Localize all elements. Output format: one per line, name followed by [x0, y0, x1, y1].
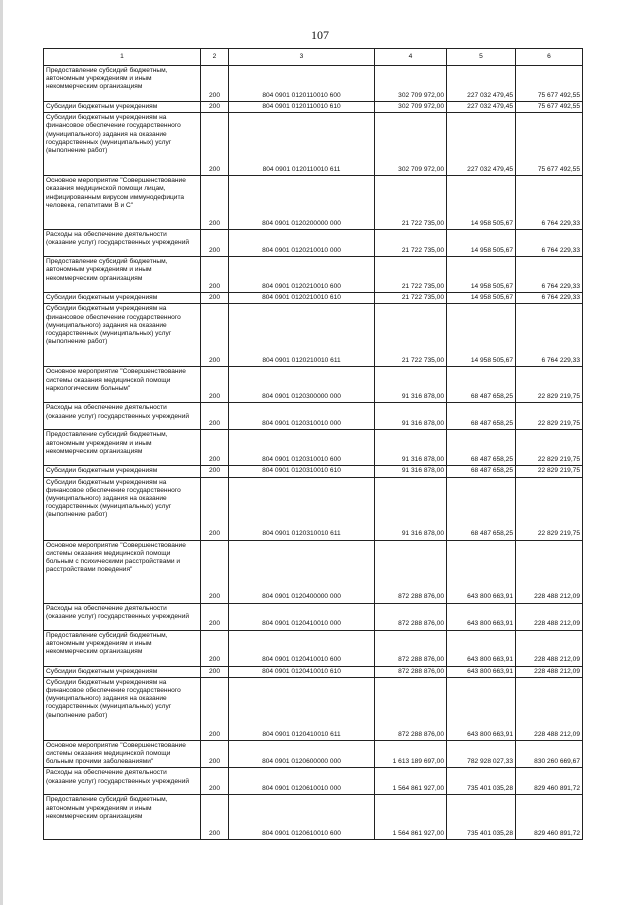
- budget-table: [43, 48, 583, 840]
- row-col2-cell: 200: [201, 740, 229, 768]
- row-code-cell: 804 0901 0120310010 000: [229, 403, 375, 430]
- row-amount-approved-cell: 21 722 735,00: [375, 293, 447, 304]
- row-amount-executed-cell: 68 487 658,25: [447, 466, 516, 477]
- row-amount-approved-cell: 872 288 876,00: [375, 677, 447, 740]
- row-amount-approved-cell: 1 564 861 927,00: [375, 768, 447, 795]
- row-amount-approved-cell: 1 564 861 927,00: [375, 795, 447, 840]
- row-amount-remaining-cell: 22 829 219,75: [516, 477, 583, 540]
- table-row: [44, 677, 583, 740]
- row-name-cell: Субсидии бюджетным учреждениям: [44, 293, 201, 304]
- row-name-cell: Предоставление субсидий бюджетным, автономным учреждениям и иным некоммерческим организациям: [44, 795, 201, 840]
- row-name-cell: Основное мероприятие "Совершенствование оказания медицинской помощи лицам, инфицированным вирусом иммунодефицита человека, гепатитами В и С": [44, 176, 201, 230]
- row-col2-cell: 200: [201, 768, 229, 795]
- header-col-1: 1: [44, 49, 201, 66]
- header-col-5: 5: [447, 49, 516, 66]
- row-code-cell: 804 0901 0120300000 000: [229, 367, 375, 403]
- row-code-cell: 804 0901 0120310010 600: [229, 430, 375, 466]
- row-amount-approved-cell: 91 316 878,00: [375, 367, 447, 403]
- table-row: [44, 230, 583, 257]
- row-code-cell: 804 0901 0120610010 600: [229, 795, 375, 840]
- row-amount-approved-cell: 1 613 189 697,00: [375, 740, 447, 768]
- row-col2-cell: 200: [201, 102, 229, 113]
- table-row: [44, 367, 583, 403]
- row-code-cell: 804 0901 0120410010 611: [229, 677, 375, 740]
- row-amount-remaining-cell: 22 829 219,75: [516, 403, 583, 430]
- row-amount-executed-cell: 68 487 658,25: [447, 430, 516, 466]
- row-name-cell: Расходы на обеспечение деятельности (оказание услуг) государственных учреждений: [44, 403, 201, 430]
- row-amount-executed-cell: 227 032 479,45: [447, 113, 516, 176]
- row-name-cell: Основное мероприятие "Совершенствование системы оказания медицинской помощи наркологическим больным": [44, 367, 201, 403]
- row-col2-cell: 200: [201, 230, 229, 257]
- table-row: [44, 304, 583, 367]
- row-code-cell: 804 0901 0120310010 610: [229, 466, 375, 477]
- table-row: [44, 293, 583, 304]
- row-amount-remaining-cell: 22 829 219,75: [516, 367, 583, 403]
- row-code-cell: 804 0901 0120400000 000: [229, 540, 375, 603]
- row-col2-cell: 200: [201, 257, 229, 293]
- row-name-cell: Субсидии бюджетным учреждениям: [44, 466, 201, 477]
- row-name-cell: Субсидии бюджетным учреждениям на финансовое обеспечение государственного (муниципального) задания на оказание государственных (муниципальных) услуг (выполнение работ): [44, 304, 201, 367]
- row-code-cell: 804 0901 0120210010 611: [229, 304, 375, 367]
- row-col2-cell: 200: [201, 630, 229, 666]
- row-amount-executed-cell: 14 958 505,67: [447, 257, 516, 293]
- row-code-cell: 804 0901 0120110010 600: [229, 66, 375, 102]
- row-amount-approved-cell: 21 722 735,00: [375, 176, 447, 230]
- row-amount-executed-cell: 643 800 663,91: [447, 677, 516, 740]
- row-amount-remaining-cell: 22 829 219,75: [516, 466, 583, 477]
- row-amount-executed-cell: 643 800 663,91: [447, 603, 516, 630]
- row-col2-cell: 200: [201, 603, 229, 630]
- header-row: [44, 49, 583, 66]
- row-code-cell: 804 0901 0120110010 611: [229, 113, 375, 176]
- row-amount-executed-cell: 14 958 505,67: [447, 176, 516, 230]
- row-amount-executed-cell: 643 800 663,91: [447, 540, 516, 603]
- row-amount-approved-cell: 872 288 876,00: [375, 603, 447, 630]
- row-amount-remaining-cell: 6 764 229,33: [516, 293, 583, 304]
- row-amount-executed-cell: 14 958 505,67: [447, 293, 516, 304]
- table-row: [44, 477, 583, 540]
- table-row: [44, 257, 583, 293]
- table-row: [44, 603, 583, 630]
- row-col2-cell: 200: [201, 677, 229, 740]
- scan-edge: [0, 0, 3, 905]
- row-code-cell: 804 0901 0120600000 000: [229, 740, 375, 768]
- row-amount-approved-cell: 302 709 972,00: [375, 102, 447, 113]
- row-name-cell: Предоставление субсидий бюджетным, автономным учреждениям и иным некоммерческим организациям: [44, 257, 201, 293]
- row-code-cell: 804 0901 0120410010 000: [229, 603, 375, 630]
- header-col-3: 3: [229, 49, 375, 66]
- row-amount-remaining-cell: 6 764 229,33: [516, 257, 583, 293]
- page-number: 107: [311, 28, 329, 42]
- row-name-cell: Предоставление субсидий бюджетным, автономным учреждениям и иным некоммерческим организациям: [44, 430, 201, 466]
- row-amount-remaining-cell: 6 764 229,33: [516, 176, 583, 230]
- row-code-cell: 804 0901 0120200000 000: [229, 176, 375, 230]
- header-col-4: 4: [375, 49, 447, 66]
- row-name-cell: Расходы на обеспечение деятельности (оказание услуг) государственных учреждений: [44, 230, 201, 257]
- table-row: [44, 795, 583, 840]
- row-amount-executed-cell: 68 487 658,25: [447, 367, 516, 403]
- row-amount-remaining-cell: 829 460 891,72: [516, 795, 583, 840]
- row-amount-remaining-cell: 228 488 212,09: [516, 603, 583, 630]
- table-row: [44, 630, 583, 666]
- row-code-cell: 804 0901 0120110010 610: [229, 102, 375, 113]
- table-row: [44, 403, 583, 430]
- row-amount-executed-cell: 735 401 035,28: [447, 768, 516, 795]
- row-amount-executed-cell: 227 032 479,45: [447, 66, 516, 102]
- row-name-cell: Основное мероприятие "Совершенствование системы оказания медицинской помощи больным прочими заболеваниями": [44, 740, 201, 768]
- budget-table-wrapper: [43, 48, 582, 840]
- row-amount-remaining-cell: 75 677 492,55: [516, 66, 583, 102]
- row-amount-executed-cell: 68 487 658,25: [447, 477, 516, 540]
- table-row: [44, 666, 583, 677]
- row-name-cell: Предоставление субсидий бюджетным, автономным учреждениям и иным некоммерческим организациям: [44, 66, 201, 102]
- row-amount-approved-cell: 302 709 972,00: [375, 113, 447, 176]
- header-col-6: 6: [516, 49, 583, 66]
- table-row: [44, 740, 583, 768]
- header-col-2: 2: [201, 49, 229, 66]
- row-amount-remaining-cell: 6 764 229,33: [516, 304, 583, 367]
- table-row: [44, 768, 583, 795]
- row-code-cell: 804 0901 0120210010 610: [229, 293, 375, 304]
- row-name-cell: Предоставление субсидий бюджетным, автономным учреждениям и иным некоммерческим организациям: [44, 630, 201, 666]
- row-col2-cell: 200: [201, 293, 229, 304]
- row-amount-approved-cell: 91 316 878,00: [375, 430, 447, 466]
- row-amount-remaining-cell: 75 677 492,55: [516, 113, 583, 176]
- row-name-cell: Субсидии бюджетным учреждениям на финансовое обеспечение государственного (муниципального) задания на оказание государственных (муниципальных) услуг (выполнение работ): [44, 477, 201, 540]
- row-amount-approved-cell: 91 316 878,00: [375, 477, 447, 540]
- row-amount-executed-cell: 643 800 663,91: [447, 666, 516, 677]
- row-name-cell: Субсидии бюджетным учреждениям на финансовое обеспечение государственного (муниципального) задания на оказание государственных (муниципальных) услуг (выполнение работ): [44, 113, 201, 176]
- row-name-cell: Расходы на обеспечение деятельности (оказание услуг) государственных учреждений: [44, 603, 201, 630]
- table-row: [44, 430, 583, 466]
- row-amount-executed-cell: 643 800 663,91: [447, 630, 516, 666]
- row-amount-remaining-cell: 830 260 669,67: [516, 740, 583, 768]
- row-code-cell: 804 0901 0120410010 600: [229, 630, 375, 666]
- row-amount-remaining-cell: 829 460 891,72: [516, 768, 583, 795]
- row-amount-approved-cell: 91 316 878,00: [375, 403, 447, 430]
- row-amount-executed-cell: 227 032 479,45: [447, 102, 516, 113]
- row-code-cell: 804 0901 0120610010 000: [229, 768, 375, 795]
- row-name-cell: Субсидии бюджетным учреждениям: [44, 102, 201, 113]
- row-code-cell: 804 0901 0120210010 600: [229, 257, 375, 293]
- row-amount-remaining-cell: 228 488 212,09: [516, 630, 583, 666]
- row-amount-approved-cell: 91 316 878,00: [375, 466, 447, 477]
- row-col2-cell: 200: [201, 113, 229, 176]
- row-name-cell: Субсидии бюджетным учреждениям на финансовое обеспечение государственного (муниципального) задания на оказание государственных (муниципальных) услуг (выполнение работ): [44, 677, 201, 740]
- table-row: [44, 102, 583, 113]
- row-code-cell: 804 0901 0120210010 000: [229, 230, 375, 257]
- row-col2-cell: 200: [201, 176, 229, 230]
- row-col2-cell: 200: [201, 795, 229, 840]
- row-col2-cell: 200: [201, 367, 229, 403]
- row-col2-cell: 200: [201, 304, 229, 367]
- row-name-cell: Основное мероприятие "Совершенствование системы оказания медицинской помощи больным с психическими расстройствами и расстройствами поведения": [44, 540, 201, 603]
- row-amount-approved-cell: 872 288 876,00: [375, 630, 447, 666]
- row-amount-approved-cell: 21 722 735,00: [375, 257, 447, 293]
- row-amount-executed-cell: 735 401 035,28: [447, 795, 516, 840]
- row-amount-remaining-cell: 228 488 212,09: [516, 666, 583, 677]
- row-amount-remaining-cell: 228 488 212,09: [516, 540, 583, 603]
- row-col2-cell: 200: [201, 540, 229, 603]
- row-amount-executed-cell: 14 958 505,67: [447, 230, 516, 257]
- row-name-cell: Расходы на обеспечение деятельности (оказание услуг) государственных учреждений: [44, 768, 201, 795]
- row-col2-cell: 200: [201, 430, 229, 466]
- row-code-cell: 804 0901 0120410010 610: [229, 666, 375, 677]
- row-name-cell: Субсидии бюджетным учреждениям: [44, 666, 201, 677]
- row-amount-executed-cell: 68 487 658,25: [447, 403, 516, 430]
- row-amount-executed-cell: 14 958 505,67: [447, 304, 516, 367]
- row-amount-approved-cell: 872 288 876,00: [375, 666, 447, 677]
- row-amount-remaining-cell: 75 677 492,55: [516, 102, 583, 113]
- row-col2-cell: 200: [201, 466, 229, 477]
- table-row: [44, 113, 583, 176]
- table-row: [44, 466, 583, 477]
- row-col2-cell: 200: [201, 66, 229, 102]
- table-row: [44, 66, 583, 102]
- row-amount-approved-cell: 872 288 876,00: [375, 540, 447, 603]
- row-amount-executed-cell: 782 928 027,33: [447, 740, 516, 768]
- row-amount-remaining-cell: 22 829 219,75: [516, 430, 583, 466]
- row-amount-approved-cell: 302 709 972,00: [375, 66, 447, 102]
- row-amount-remaining-cell: 6 764 229,33: [516, 230, 583, 257]
- row-code-cell: 804 0901 0120310010 611: [229, 477, 375, 540]
- row-col2-cell: 200: [201, 403, 229, 430]
- row-amount-approved-cell: 21 722 735,00: [375, 230, 447, 257]
- table-row: [44, 176, 583, 230]
- row-col2-cell: 200: [201, 666, 229, 677]
- row-col2-cell: 200: [201, 477, 229, 540]
- row-amount-approved-cell: 21 722 735,00: [375, 304, 447, 367]
- table-row: [44, 540, 583, 603]
- row-amount-remaining-cell: 228 488 212,09: [516, 677, 583, 740]
